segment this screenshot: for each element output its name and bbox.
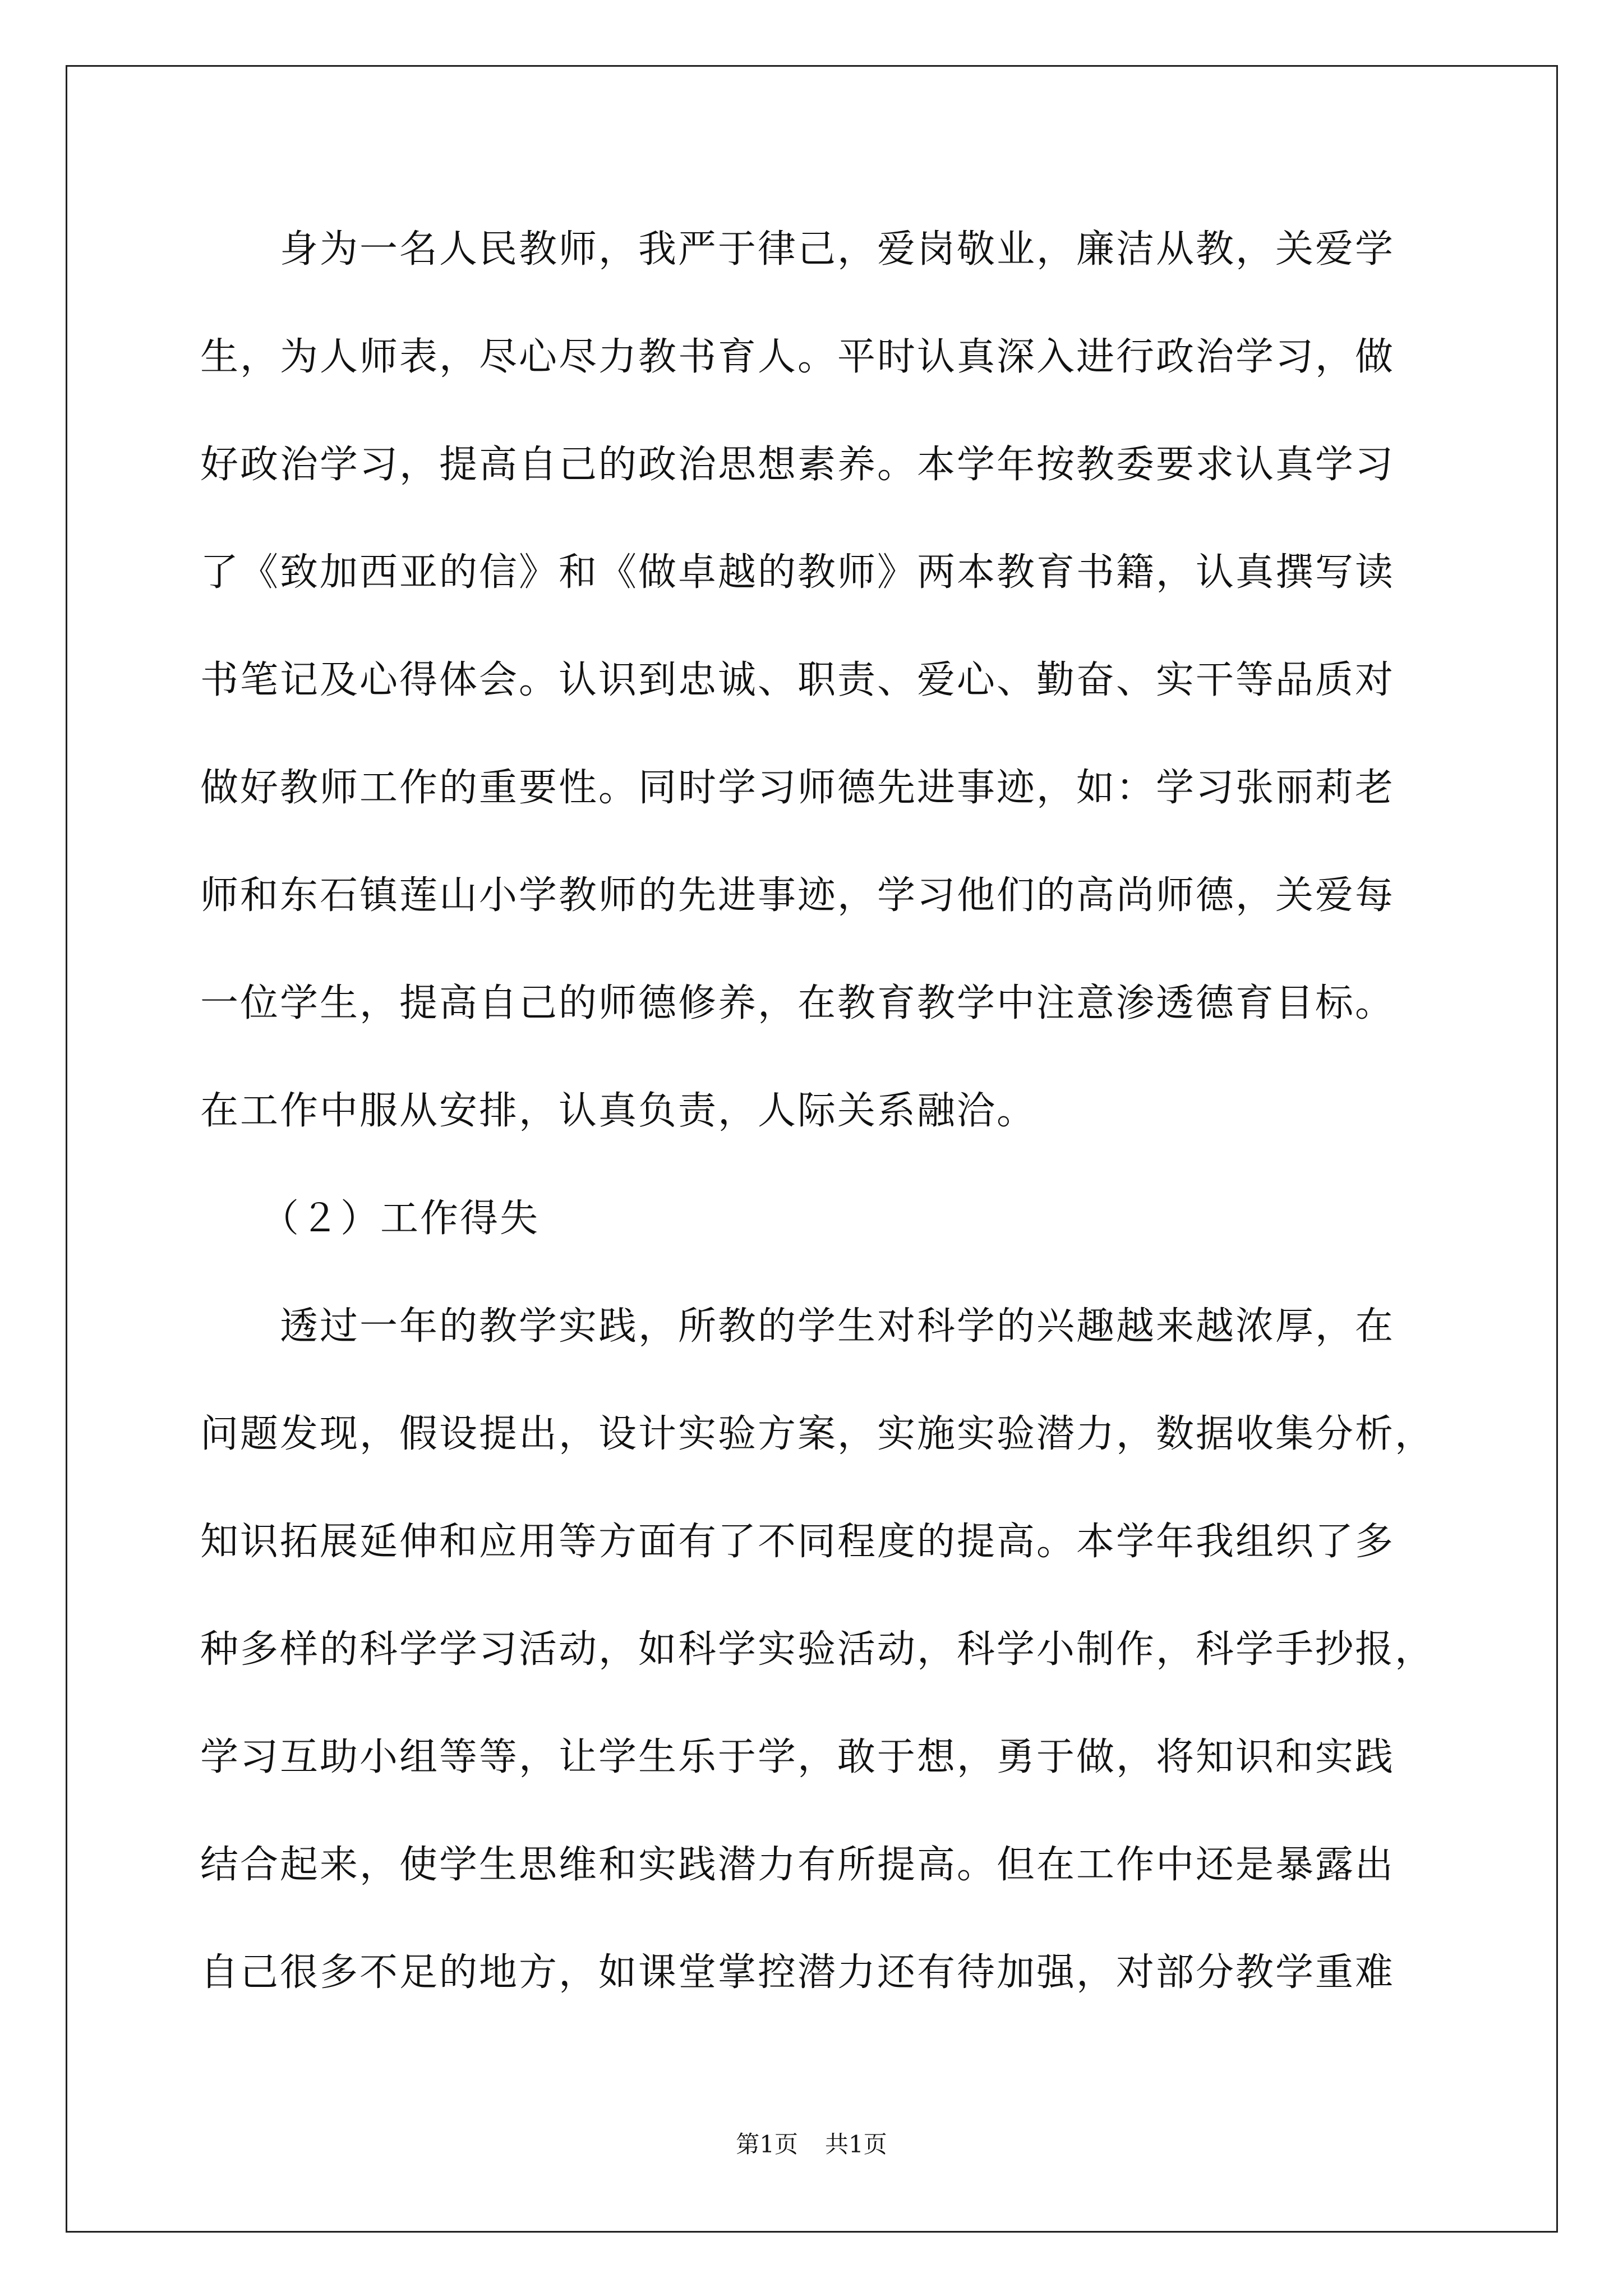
text-line: 问题发现，假设提出，设计实验方案，实施实验潜力，数据收集分析， [200,1412,1435,1456]
text-line: 了《致加西亚的信》和《做卓越的教师》两本教育书籍，认真撰写读 [200,550,1395,595]
text-line: 知识拓展延伸和应用等方面有了不同程度的提高。本学年我组织了多 [200,1520,1395,1564]
text-line: 透过一年的教学实践，所教的学生对科学的兴趣越来越浓厚，在 [200,1304,1395,1349]
text-line: 书笔记及心得体会。认识到忠诚、职责、爱心、勤奋、实干等品质对 [200,658,1395,702]
text-line: 一位学生，提高自己的师德修养，在教育教学中注意渗透德育目标。 [200,981,1395,1025]
page-number: 第1页 [736,2131,798,2158]
text-line: 自己很多不足的地方，如课堂掌控潜力还有待加强，对部分教学重难 [200,1950,1395,1995]
text-line: 师和东石镇莲山小学教师的先进事迹，学习他们的高尚师德，关爱每 [200,873,1395,918]
text-line: 学习互助小组等等，让学生乐于学，敢于想，勇于做，将知识和实践 [200,1735,1395,1779]
text-line: 种多样的科学学习活动，如科学实验活动，科学小制作，科学手抄报， [200,1627,1435,1672]
total-pages: 共1页 [825,2131,887,2158]
text-line: 结合起来，使学生思维和实践潜力有所提高。但在工作中还是暴露出 [200,1843,1395,1887]
text-line: 生，为人师表，尽心尽力教书育人。平时认真深入进行政治学习，做 [200,335,1395,379]
page-footer [0,2126,1623,2160]
text-line: 做好教师工作的重要性。同时学习师德先进事迹，如：学习张丽莉老 [200,766,1395,810]
document-body [200,219,1434,2050]
text-line: 好政治学习，提高自己的政治思想素养。本学年按教委要求认真学习 [200,443,1395,487]
text-line: 在工作中服从安排，认真负责，人际关系融洽。 [200,1089,1037,1133]
text-line: 身为一名人民教师，我严于律己，爱岗敬业，廉洁从教，关爱学 [200,227,1395,272]
section-heading: （２）工作得失 [200,1197,540,1241]
